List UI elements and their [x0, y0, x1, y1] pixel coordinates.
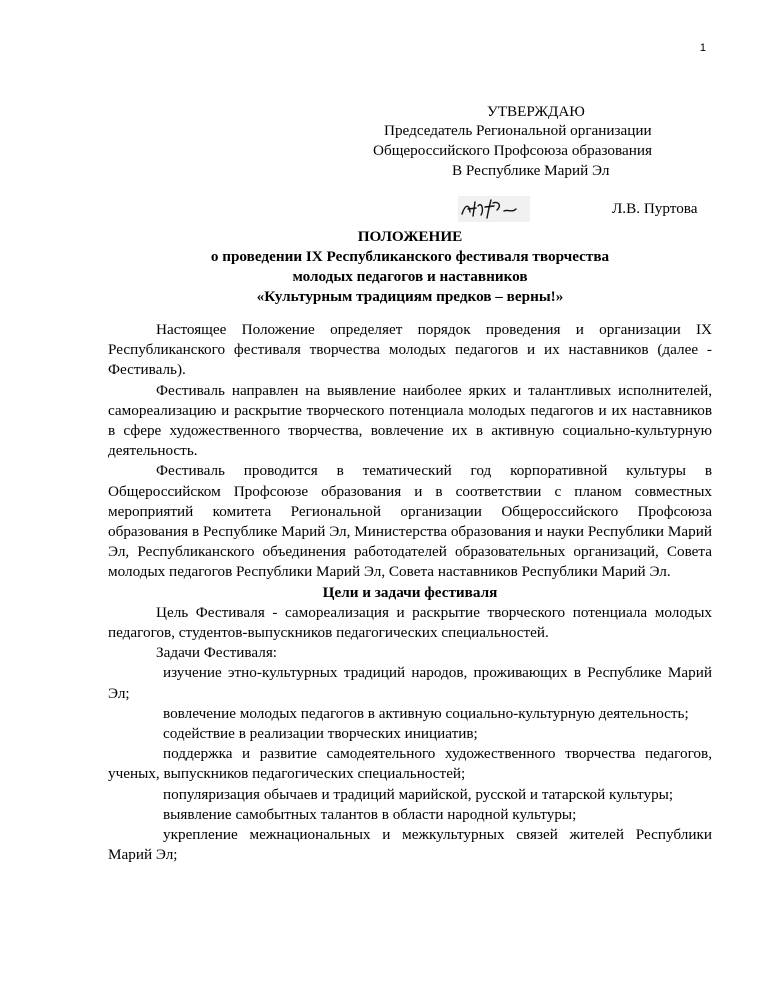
- title-line-1: о проведении IX Республиканского фестиваля творчества: [210, 248, 610, 265]
- task-item: вовлечение молодых педагогов в активную социально-культурную деятельность;: [163, 704, 689, 722]
- document-title: [108, 227, 712, 307]
- approval-line-2: Общероссийского Профсоюза образования: [373, 142, 652, 159]
- task-item: поддержка и развитие самодеятельного художественного творчества педагогов, ученых, выпускников педагогических специальностей;: [108, 745, 712, 783]
- paragraph-tasks-heading: Задачи Фестиваля:: [156, 644, 278, 662]
- paragraph-3: Фестиваль проводится в тематический год корпоративной культуры в Общероссийском Профсоюзе образования и в соответствии с планом совместных мероприятий комитета Региональной организации Общероссийского Профсоюза образования в Республике Марий Эл, Министерства образования и науки Республики Марий Эл, Республиканского объединения работодателей образовательных организаций, Совета молодых педагогов Республики Марий Эл, Совета наставников Республики Марий Эл.: [108, 462, 712, 581]
- paragraph-1: Настоящее Положение определяет порядок проведения и организации IX Республиканского фестиваля творчества молодых педагогов и их наставников (далее - Фестиваль).: [108, 321, 712, 379]
- task-item: укрепление межнациональных и межкультурных связей жителей Республики Марий Эл;: [108, 826, 712, 864]
- signer-name: Л.В. Пуртова: [612, 200, 698, 217]
- section-heading: Цели и задачи фестиваля: [322, 583, 498, 601]
- handwritten-signature: [458, 196, 530, 222]
- task-item: популяризация обычаев и традиций марийской, русской и татарской культуры;: [163, 785, 674, 803]
- paragraph-goal: Цель Фестиваля - самореализация и раскрытие творческого потенциала молодых педагогов, студентов-выпускников педагогических специальностей.: [108, 603, 712, 642]
- signature-row: [0, 196, 768, 224]
- document-body: [108, 320, 712, 865]
- task-item: содействие в реализации творческих инициатив;: [163, 725, 478, 743]
- title-line-2: молодых педагогов и наставников: [292, 268, 528, 285]
- approval-line-1: Председатель Региональной организации: [384, 122, 652, 139]
- paragraph-2: Фестиваль направлен на выявление наиболее ярких и талантливых исполнителей, самореализацию и раскрытие творческого потенциала молодых педагогов и их наставников в сфере художественного творчества, вовлечение их в активную социально-культурную деятельность.: [108, 381, 712, 460]
- title-main: ПОЛОЖЕНИЕ: [357, 228, 463, 245]
- page-number: 1: [699, 42, 706, 54]
- approval-line-3: В Республике Марий Эл: [452, 162, 610, 179]
- task-item: выявление самобытных талантов в области народной культуры;: [163, 805, 577, 823]
- approval-heading: УТВЕРЖДАЮ: [487, 103, 585, 120]
- title-line-3: «Культурным традициям предков – верны!»: [256, 288, 564, 305]
- task-item: изучение этно-культурных традиций народов, проживающих в Республике Марий Эл;: [108, 664, 712, 702]
